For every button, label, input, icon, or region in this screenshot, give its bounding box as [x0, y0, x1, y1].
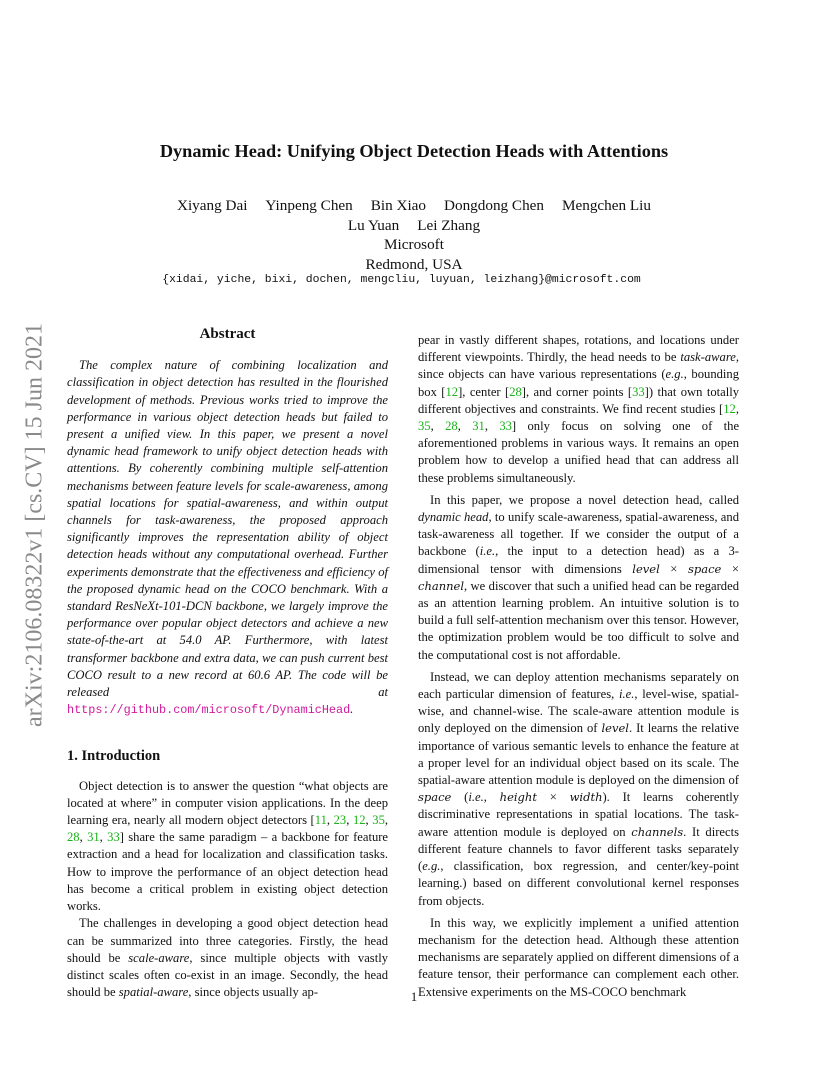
author-name: Dongdong Chen	[444, 197, 544, 214]
abstract-heading: Abstract	[199, 326, 256, 342]
author-name: Xiyang Dai	[176, 197, 248, 214]
abstract-text: The complex nature of combining localization and classification in object detection has resulted in the flourished development of methods. Previous works tried to improve the performance in various object detection heads but failed to present a unified view. In this paper, we present a novel dynamic head framework to unify object detection heads with attentions. By coherently combining multiple self-attention mechanisms between feature levels for scale-awareness, among spatial locations for spatial-awareness, and within output channels for task-awareness, the proposed approach significantly improves the representation ability of object detection heads without any computational overhead. Further experiments demonstrate that the effectiveness and efficiency of the proposed dynamic head on the COCO benchmark. With a standard ResNeXt-101-DCN backbone, we largely improve the performance over popular object detectors and achieve a new state-of-the-art at 54.0 AP. Furthermore, with latest transformer backbone and extra data, we can push current best COCO result to a new record at 60.6 AP. The code will be released at https://github.com/microsoft/DynamicHead.	[67, 358, 388, 718]
citation-link[interactable]: 11	[314, 813, 327, 828]
citation-link[interactable]: 35	[372, 813, 385, 828]
citation-link[interactable]: 12	[723, 401, 736, 416]
citation-link[interactable]: 31	[87, 830, 100, 845]
section-heading-introduction: 1. Introduction	[67, 748, 161, 765]
citation-link[interactable]: 12	[445, 384, 459, 399]
author-name: Lei Zhang	[417, 216, 481, 234]
author-name: Lu Yuan	[347, 216, 400, 234]
left-column	[67, 326, 388, 1001]
citation-link[interactable]: 28	[445, 419, 458, 434]
citation-link[interactable]: 33	[499, 419, 512, 434]
arxiv-sidebar-stamp	[15, 290, 55, 760]
page-number: 1	[410, 990, 418, 1004]
arxiv-id: arXiv:2106.08322v1 [cs.CV] 15 Jun 2021	[21, 323, 48, 727]
intro-paragraph-4: In this paper, we propose a novel detection head, called dynamic head, to unify scale-awareness, spatial-awareness, and task-awareness all together. If we consider the output of a backbone (i.e., the input to a detection head) as a 3-dimensional tensor with dimensions level × space × channel, we discover that such a unified head can be regarded as an attention learning problem. An intuitive solution is to build a full self-attention mechanism over this tensor. However, the optimization problem would be too difficult to solve and the computational cost is not affordable.	[418, 492, 739, 662]
paper-title: Dynamic Head: Unifying Object Detection Heads with Attentions	[159, 141, 669, 161]
citation-link[interactable]: 23	[333, 813, 347, 828]
intro-paragraph-1: Object detection is to answer the question “what objects are located at where” in computer vision applications. In the deep learning era, nearly all modern object detectors [11, 23, 12, 35, 28, 31, 33] share the same paradigm – a backbone for feature extraction and a head for localization and classification tasks. How to improve the performance of an object detection head has become a critical problem in existing object detection works.	[67, 778, 389, 914]
intro-paragraph-2: The challenges in developing a good object detection head can be summarized into three categories. Firstly, the head should be scale-aware, since multiple objects with vastly distinct scales often co-exist in an image. Secondly, the head should be spatial-aware, since objects usually ap-	[67, 916, 388, 1000]
intro-paragraph-3: pear in vastly different shapes, rotations, and locations under different viewpoints. Thirdly, the head needs to be task-aware, since objects can have various representations (e.g., bounding box [12], center [28], and corner points [33]) that own totally different objectives and constraints. We find recent studies [12, 35, 28, 31, 33] only focus on solving one of the aforementioned problems in various ways. It remains an open problem how to develop a unified head that can address all these problems simultaneously.	[418, 333, 740, 485]
affiliation: Microsoft	[384, 236, 444, 253]
citation-link[interactable]: 28	[509, 384, 522, 399]
location: Redmond, USA	[365, 255, 463, 273]
author-block	[0, 196, 828, 274]
author-name: Bin Xiao	[370, 197, 427, 214]
citation-link[interactable]: 31	[472, 419, 485, 434]
author-name: Yinpeng Chen	[265, 197, 353, 214]
citation-link[interactable]: 33	[107, 830, 120, 845]
intro-paragraph-6: In this way, we explicitly implement a unified attention mechanism for the detection head. Although these attention mechanisms are separately applied on different dimensions of a feature tensor, their performance can complement each other. Extensive experiments on the MS-COCO benchmark	[418, 915, 739, 999]
author-name: Mengchen Liu	[562, 197, 651, 214]
intro-paragraph-5: Instead, we can deploy attention mechanisms separately on each particular dimension of features, i.e., level-wise, spatial-wise, and channel-wise. The scale-aware attention module is only deployed on the dimension of level. It learns the relative importance of various semantic levels to enhance the feature at a proper level for an individual object based on its scale. The spatial-aware attention module is deployed on the dimension of space (i.e., height × width). It learns coherently discriminative representations in spatial locations. The task-aware attention module is deployed on channels. It directs different feature channels to favor different tasks separately (e.g., classification, box regression, and center/key-point learning.) based on different convolutional kernel responses from objects.	[418, 669, 740, 908]
right-column	[418, 332, 739, 1001]
citation-link[interactable]: 33	[632, 384, 645, 399]
author-emails: {xidai, yiche, bixi, dochen, mengcliu, luyuan, leizhang}@microsoft.com	[162, 274, 641, 286]
citation-link[interactable]: 35	[418, 419, 431, 434]
code-link[interactable]: https://github.com/microsoft/DynamicHead	[67, 703, 351, 718]
citation-link[interactable]: 28	[67, 830, 80, 845]
citation-link[interactable]: 12	[352, 813, 366, 828]
authors-line-1	[0, 196, 828, 216]
authors-line-2	[0, 216, 828, 236]
